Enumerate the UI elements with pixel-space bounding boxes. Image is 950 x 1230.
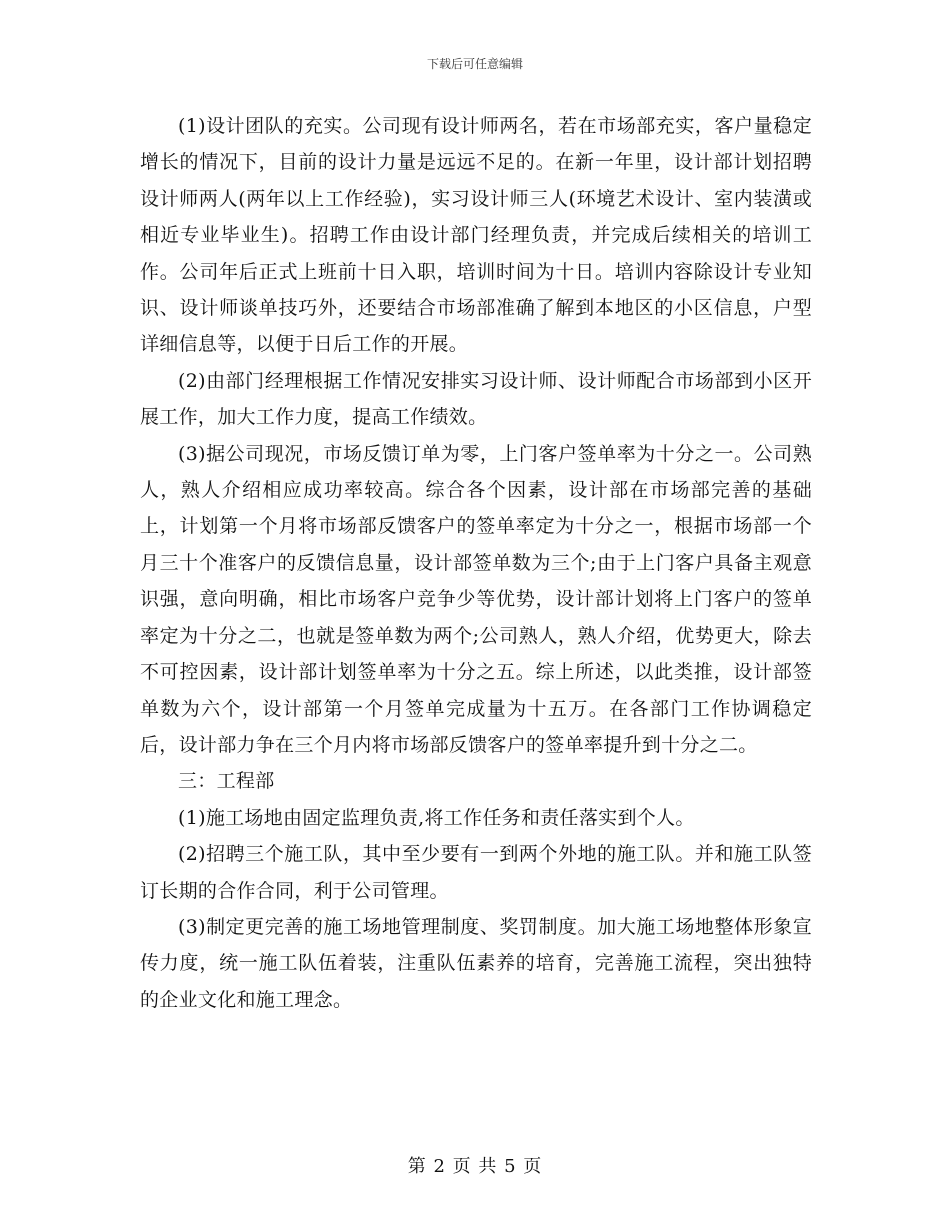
paragraph-department-arrangement: (2)由部门经理根据工作情况安排实习设计师、设计师配合市场部到小区开展工作，加大工作力度，提高工作绩效。	[140, 369, 812, 429]
page-number: 第 2 页 共 5 页	[407, 1156, 543, 1177]
document-body	[140, 108, 812, 1018]
header-note: 下载后可任意编辑	[426, 57, 523, 71]
paragraph-management-system: (3)制定更完善的施工场地管理制度、奖罚制度。加大施工场地整体形象宣传力度，统一施工队伍着装，注重队伍素养的培育，完善施工流程，突出独特的企业文化和施工理念。	[140, 915, 812, 1011]
paragraph-site-supervision: (1)施工场地由固定监理负责,将工作任务和责任落实到个人。	[178, 806, 695, 829]
paragraph-signing-rate: (3)据公司现况，市场反馈订单为零，上门客户签单率为十分之一。公司熟人，熟人介绍相应成功率较高。综合各个因素，设计部在市场部完善的基础上，计划第一个月将市场部反馈客户的签单率定为十分之一，根据市场部一个月三十个准客户的反馈信息量，设计部签单数为三个;由于上门客户具备主观意识强，意向明确，相比市场客户竞争少等优势，设计部计划将上门客户的签单率定为十分之二，也就是签单数为两个;公司熟人，熟人介绍，优势更大，除去不可控因素，设计部计划签单率为十分之五。综上所述，以此类推，设计部签单数为六个，设计部第一个月签单完成量为十五万。在各部门工作协调稳定后，设计部力争在三个月内将市场部反馈客户的签单率提升到十分之二。	[140, 442, 812, 756]
section-heading-engineering: 三：工程部	[178, 770, 275, 793]
paragraph-design-team: (1)设计团队的充实。公司现有设计师两名，若在市场部充实，客户量稳定增长的情况下，目前的设计力量是远远不足的。在新一年里，设计部计划招聘设计师两人(两年以上工作经验)，实习设计师三人(环境艺术设计、室内装潢或相近专业毕业生)。招聘工作由设计部门经理负责，并完成后续相关的培训工作。公司年后正式上班前十日入职，培训时间为十日。培训内容除设计专业知识、设计师谈单技巧外，还要结合市场部准确了解到本地区的小区信息，户型详细信息等，以便于日后工作的开展。	[140, 115, 812, 356]
paragraph-construction-teams: (2)招聘三个施工队，其中至少要有一到两个外地的施工队。并和施工队签订长期的合作合同，利于公司管理。	[140, 843, 812, 902]
